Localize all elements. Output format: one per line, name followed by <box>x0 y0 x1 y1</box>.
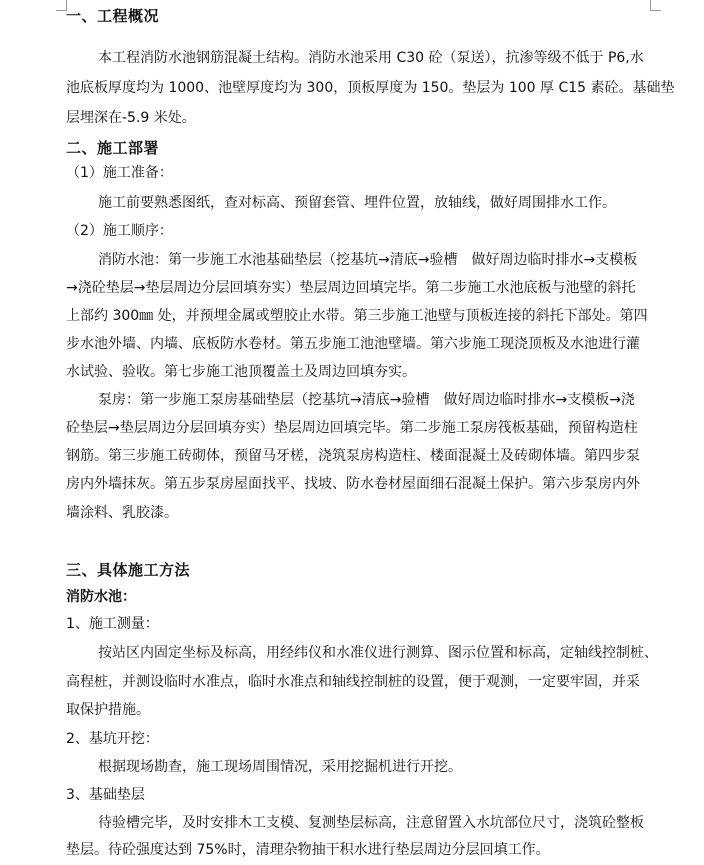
paragraph-line: 本工程消防水池钢筋混凝土结构。消防水池采用 C30 砼（泵送），抗渗等级不低于 P6,水 <box>98 50 644 66</box>
paragraph-line: 层埋深在-5.9 米处。 <box>66 110 196 126</box>
paragraph-line: 高程桩，并测设临时水准点，临时水准点和轴线控制桩的设置，便于观测，一定要牢固，并采 <box>66 674 640 690</box>
paragraph-line: 水试验、验收。第七步施工池顶覆盖土及周边回填夯实。 <box>66 364 416 380</box>
paragraph-line: 池底板厚度均为 1000、池壁厚度均为 300，顶板厚度为 150。垫层为 100 厚 C15 素砼。基础垫 <box>66 80 675 96</box>
paragraph-line: 墙涂料、乳胶漆。 <box>66 505 178 521</box>
item-title: 1、施工测量： <box>66 616 159 632</box>
paragraph-line: 施工前要熟悉图纸，查对标高、预留套管、埋件位置，放轴线，做好周围排水工作。 <box>98 195 616 211</box>
margin-corner-mark <box>650 0 661 11</box>
paragraph-line: 垫层。待砼强度达到 75%时，清理杂物抽干积水进行垫层周边分层回填工作。 <box>66 842 550 858</box>
paragraph-line: 泵房：第一步施工泵房基础垫层（挖基坑→清底→验槽 做好周边临时排水→支模板→浇 <box>98 392 635 408</box>
paragraph-line: 取保护措施。 <box>66 702 150 718</box>
paragraph-line: 上部约 300㎜ 处，并预埋金属或塑胶止水带。第三步施工池壁与顶板连接的斜托下部处。第四 <box>66 308 648 324</box>
item-title: 2、基坑开挖： <box>66 731 159 747</box>
paragraph-line: 根据现场勘查，施工现场周围情况，采用挖掘机进行开挖。 <box>98 759 462 775</box>
subsection-title: （1）施工准备： <box>66 165 173 181</box>
subsection-title: （2）施工顺序： <box>66 223 173 239</box>
paragraph-line: 按站区内固定坐标及标高，用经纬仪和水准仪进行测算、图示位置和标高，定轴线控制桩、 <box>98 645 658 661</box>
paragraph-line: →浇砼垫层→垫层周边分层回填夯实）垫层周边回填完毕。第二步施工水池底板与池壁的斜托 <box>66 280 636 296</box>
section-heading-overview: 一、工程概况 <box>66 7 160 25</box>
section-heading-deployment: 二、施工部署 <box>66 139 160 157</box>
paragraph-line: 步水池外墙、内墙、底板防水卷材。第五步施工池池壁墙。第六步施工现浇顶板及水池进行灌 <box>66 336 640 352</box>
section-heading-methods: 三、具体施工方法 <box>66 561 191 579</box>
paragraph-line: 待验槽完毕，及时安排木工支模、复测垫层标高，注意留置入水坑部位尺寸，浇筑砼整板 <box>98 815 644 831</box>
subsection-title: 消防水池： <box>66 589 136 605</box>
paragraph-line: 钢筋。第三步施工砖砌体，预留马牙槎，浇筑泵房构造柱、楼面混凝土及砖砌体墙。第四步泵 <box>66 448 640 464</box>
paragraph-line: 砼垫层→垫层周边分层回填夯实）垫层周边回填完毕。第二步施工泵房筏板基础，预留构造柱 <box>66 420 638 436</box>
item-title: 3、基础垫层 <box>66 787 145 803</box>
paragraph-line: 房内外墙抹灰。第五步泵房屋面找平、找坡、防水卷材屋面细石混凝土保护。第六步泵房内外 <box>66 476 640 492</box>
paragraph-line: 消防水池：第一步施工水池基础垫层（挖基坑→清底→验槽 做好周边临时排水→支模板 <box>98 252 638 268</box>
